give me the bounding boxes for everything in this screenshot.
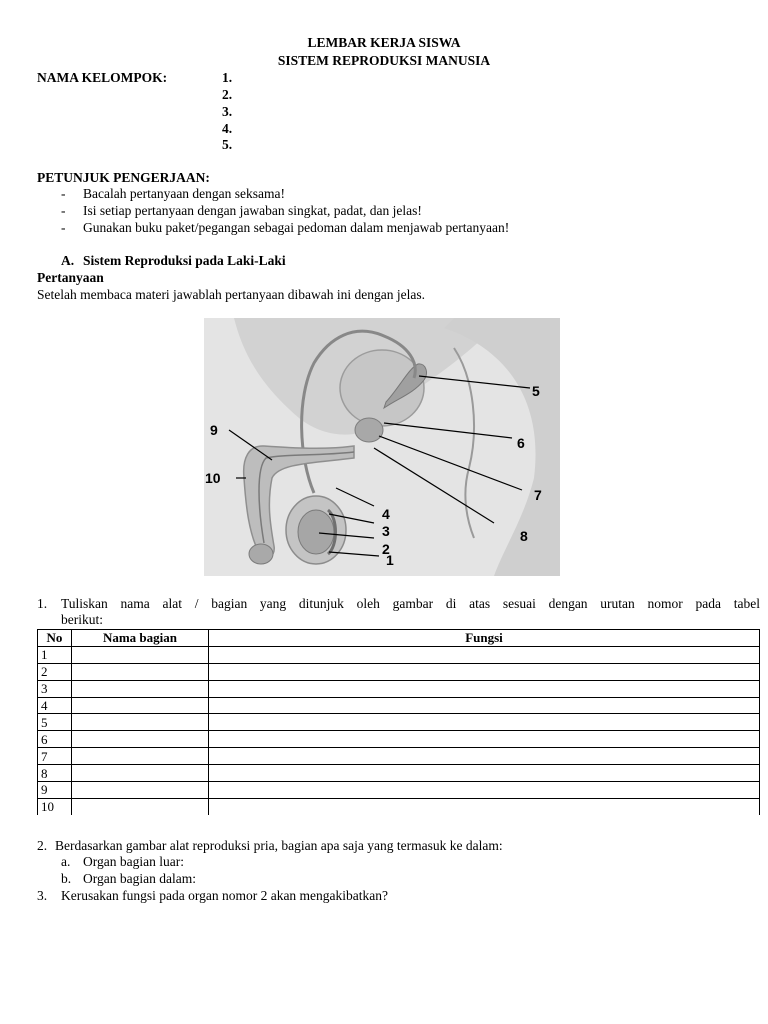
name-cell[interactable] [72, 731, 209, 748]
diagram-label-4: 4 [382, 506, 390, 522]
q3-text: Kerusakan fungsi pada organ nomor 2 akan mengakibatkan? [61, 888, 389, 903]
q3-number: 3. [37, 888, 48, 903]
function-cell[interactable] [209, 748, 760, 765]
group-number-5: 5. [222, 137, 233, 152]
diagram-label-8: 8 [520, 528, 528, 544]
page-subtitle: SISTEM REPRODUKSI MANUSIA [277, 53, 491, 68]
name-cell[interactable] [72, 680, 209, 697]
diagram-label-7: 7 [534, 487, 542, 503]
table-header-nama-bagian: Nama bagian [72, 630, 209, 647]
prostate-shape [355, 418, 383, 442]
instructions-heading: PETUNJUK PENGERJAAN: [37, 170, 210, 185]
q2-text: Berdasarkan gambar alat reproduksi pria, bagian apa saja yang termasuk ke dalam: [55, 838, 503, 853]
instruction-item-2: Isi setiap pertanyaan dengan jawaban singkat, padat, dan jelas! [83, 203, 422, 218]
section-a-letter: A. [61, 253, 75, 268]
group-label: NAMA KELOMPOK: [37, 70, 168, 85]
row-number: 2 [38, 663, 72, 680]
table-row [38, 765, 760, 782]
function-cell[interactable] [209, 697, 760, 714]
function-cell[interactable] [209, 680, 760, 697]
diagram-label-9: 9 [210, 422, 218, 438]
row-number: 4 [38, 697, 72, 714]
q2-a-text: Organ bagian luar: [83, 854, 184, 869]
row-number: 9 [38, 782, 72, 799]
diagram-label-1: 1 [386, 552, 394, 568]
q2-number: 2. [37, 838, 48, 853]
section-a-title: Sistem Reproduksi pada Laki-Laki [83, 253, 286, 268]
q2-b-letter: b. [61, 871, 72, 886]
name-cell[interactable] [72, 663, 209, 680]
q1-text-line2: berikut: [61, 612, 103, 627]
q1-text-line1: Tuliskan nama alat / bagian yang ditunjuk oleh gambar di atas sesuai dengan urutan nomor pada tabel [61, 596, 760, 611]
name-cell[interactable] [72, 748, 209, 765]
row-number: 3 [38, 680, 72, 697]
group-number-4: 4. [222, 121, 233, 136]
table-header-row [38, 630, 760, 647]
table-row [38, 782, 760, 799]
diagram-label-10: 10 [205, 470, 221, 486]
q2-b-text: Organ bagian dalam: [83, 871, 196, 886]
table-header-no: No [38, 630, 72, 647]
table-row [38, 714, 760, 731]
group-number-3: 3. [222, 104, 233, 119]
name-cell[interactable] [72, 646, 209, 663]
group-number-1: 1. [222, 70, 233, 85]
instruction-item-3: Gunakan buku paket/pegangan sebagai pedoman dalam menjawab pertanyaan! [83, 220, 510, 235]
group-number-2: 2. [222, 87, 233, 102]
page-title: LEMBAR KERJA SISWA [307, 35, 461, 50]
bullet-dash: - [61, 220, 66, 235]
row-number: 7 [38, 748, 72, 765]
diagram-label-3: 3 [382, 523, 390, 539]
diagram-label-5: 5 [532, 383, 540, 399]
row-number: 5 [38, 714, 72, 731]
testis-shape [298, 510, 334, 554]
table-row [38, 731, 760, 748]
row-number: 1 [38, 646, 72, 663]
name-cell[interactable] [72, 798, 209, 814]
function-cell[interactable] [209, 782, 760, 799]
name-cell[interactable] [72, 697, 209, 714]
name-cell[interactable] [72, 782, 209, 799]
function-cell[interactable] [209, 731, 760, 748]
function-cell[interactable] [209, 646, 760, 663]
bullet-dash: - [61, 203, 66, 218]
table-row [38, 680, 760, 697]
instruction-item-1: Bacalah pertanyaan dengan seksama! [83, 186, 286, 201]
function-cell[interactable] [209, 663, 760, 680]
name-cell[interactable] [72, 714, 209, 731]
table-row [38, 663, 760, 680]
section-a-subheading: Pertanyaan [37, 270, 104, 285]
answer-table [37, 629, 760, 815]
table-row [38, 646, 760, 663]
function-cell[interactable] [209, 714, 760, 731]
row-number: 6 [38, 731, 72, 748]
section-a-intro: Setelah membaca materi jawablah pertanyaan dibawah ini dengan jelas. [37, 287, 425, 302]
table-row [38, 697, 760, 714]
function-cell[interactable] [209, 798, 760, 814]
diagram-label-2: 2 [382, 541, 390, 557]
row-number: 10 [38, 798, 72, 814]
bullet-dash: - [61, 186, 66, 201]
name-cell[interactable] [72, 765, 209, 782]
table-row [38, 798, 760, 814]
table-row [38, 748, 760, 765]
function-cell[interactable] [209, 765, 760, 782]
table-header-fungsi: Fungsi [209, 630, 760, 647]
reproductive-system-diagram [204, 318, 560, 576]
row-number: 8 [38, 765, 72, 782]
diagram-label-6: 6 [517, 435, 525, 451]
q1-number: 1. [37, 596, 48, 611]
q2-a-letter: a. [61, 854, 71, 869]
glans-shape [249, 544, 273, 564]
